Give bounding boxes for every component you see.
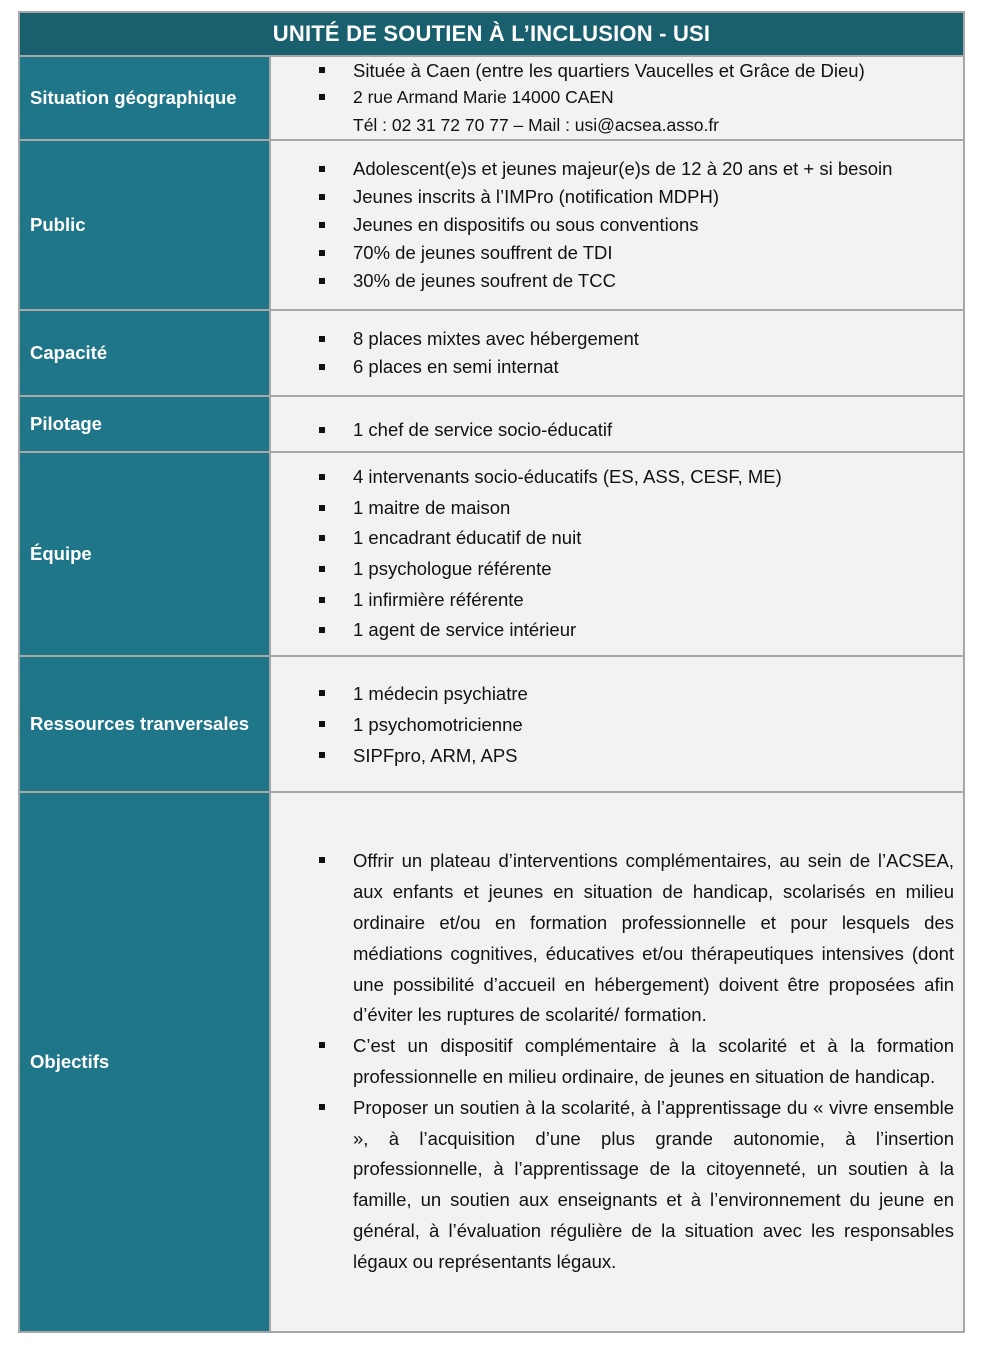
square-bullet-icon xyxy=(319,627,325,633)
list-item: 6 places en semi internat xyxy=(271,353,954,381)
row-label: Public xyxy=(20,141,271,309)
square-bullet-icon xyxy=(319,222,325,228)
square-bullet-icon xyxy=(319,250,325,256)
list-item: 8 places mixtes avec hébergement xyxy=(271,325,954,353)
list-item: 30% de jeunes soufrent de TCC xyxy=(271,267,954,295)
row-label: Objectifs xyxy=(20,793,271,1331)
bullet-list xyxy=(271,57,954,111)
list-item: 4 intervenants socio-éducatifs (ES, ASS, CESF, ME) xyxy=(271,462,954,493)
row-pilotage xyxy=(20,397,963,453)
square-bullet-icon xyxy=(319,474,325,480)
square-bullet-icon xyxy=(319,1042,325,1048)
square-bullet-icon xyxy=(319,857,325,863)
info-table xyxy=(18,11,965,1333)
list-item: 1 médecin psychiatre xyxy=(271,678,954,709)
square-bullet-icon xyxy=(319,427,325,433)
table-title: UNITÉ DE SOUTIEN À L’INCLUSION - USI xyxy=(20,13,963,57)
square-bullet-icon xyxy=(319,752,325,758)
list-item: Offrir un plateau d’interventions complémentaires, au sein de l’ACSEA, aux enfants et jeunes en situation de handicap, scolarisés en milieu ordinaire et/ou en formation professionnelle et pour lesquels des médiations cognitives, éducatives et/ou thérapeutiques intensives (dont une possibilité d’accueil en hébergement) doivent être proposées afin d’éviter les ruptures de scolarité/ formation. xyxy=(271,846,954,1031)
contact-line: Tél : 02 31 72 70 77 – Mail : usi@acsea.asso.fr xyxy=(353,115,720,135)
list-item: 1 maitre de maison xyxy=(271,493,954,524)
square-bullet-icon xyxy=(319,1104,325,1110)
list-item: 70% de jeunes souffrent de TDI xyxy=(271,239,954,267)
row-objectifs xyxy=(20,793,963,1331)
list-item: 2 rue Armand Marie 14000 CAEN xyxy=(271,84,954,111)
row-situation xyxy=(20,57,963,141)
list-item: Proposer un soutien à la scolarité, à l’apprentissage du « vivre ensemble », à l’acquisition d’une plus grande autonomie, à l’insertion professionnelle, à l’apprentissage de la citoyenneté, un soutien à la famille, un soutien aux enseignants et à l’environnement du jeune en général, à l’évaluation régulière de la situation avec les responsables légaux ou représentants légaux. xyxy=(271,1093,954,1278)
row-content xyxy=(271,793,963,1331)
list-item: C’est un dispositif complémentaire à la scolarité et à la formation professionnelle en milieu ordinaire, de jeunes en situation de handicap. xyxy=(271,1031,954,1093)
square-bullet-icon xyxy=(319,566,325,572)
square-bullet-icon xyxy=(319,364,325,370)
row-content xyxy=(271,397,963,451)
list-item: 1 infirmière référente xyxy=(271,585,954,616)
list-item: Située à Caen (entre les quartiers Vaucelles et Grâce de Dieu) xyxy=(271,57,954,84)
square-bullet-icon xyxy=(319,278,325,284)
bullet-list xyxy=(271,846,954,1277)
row-label: Capacité xyxy=(20,311,271,395)
square-bullet-icon xyxy=(319,597,325,603)
square-bullet-icon xyxy=(319,166,325,172)
bullet-list xyxy=(271,325,954,381)
bullet-list xyxy=(271,416,954,444)
row-label: Situation géographique xyxy=(20,57,271,139)
bullet-list xyxy=(271,462,954,646)
row-label: Ressources tranversales xyxy=(20,657,271,791)
bullet-list xyxy=(271,155,954,295)
square-bullet-icon xyxy=(319,67,325,73)
row-content xyxy=(271,311,963,395)
row-content xyxy=(271,57,963,139)
list-item: Jeunes en dispositifs ou sous conventions xyxy=(271,211,954,239)
row-public xyxy=(20,141,963,311)
list-item: 1 agent de service intérieur xyxy=(271,615,954,646)
square-bullet-icon xyxy=(319,194,325,200)
square-bullet-icon xyxy=(319,94,325,100)
row-ressources xyxy=(20,657,963,793)
list-item: 1 psychomotricienne xyxy=(271,709,954,740)
list-item: 1 chef de service socio-éducatif xyxy=(271,416,954,444)
row-capacite xyxy=(20,311,963,397)
square-bullet-icon xyxy=(319,721,325,727)
row-label: Pilotage xyxy=(20,397,271,451)
row-label: Équipe xyxy=(20,453,271,655)
list-item: Jeunes inscrits à l’IMPro (notification MDPH) xyxy=(271,183,954,211)
row-content xyxy=(271,657,963,791)
row-equipe xyxy=(20,453,963,657)
list-item: 1 psychologue référente xyxy=(271,554,954,585)
square-bullet-icon xyxy=(319,505,325,511)
row-content xyxy=(271,453,963,655)
list-item: Adolescent(e)s et jeunes majeur(e)s de 12 à 20 ans et + si besoin xyxy=(271,155,954,183)
square-bullet-icon xyxy=(319,535,325,541)
row-content xyxy=(271,141,963,309)
bullet-list xyxy=(271,678,954,771)
square-bullet-icon xyxy=(319,690,325,696)
list-item: 1 encadrant éducatif de nuit xyxy=(271,523,954,554)
list-item: SIPFpro, ARM, APS xyxy=(271,740,954,771)
square-bullet-icon xyxy=(319,336,325,342)
